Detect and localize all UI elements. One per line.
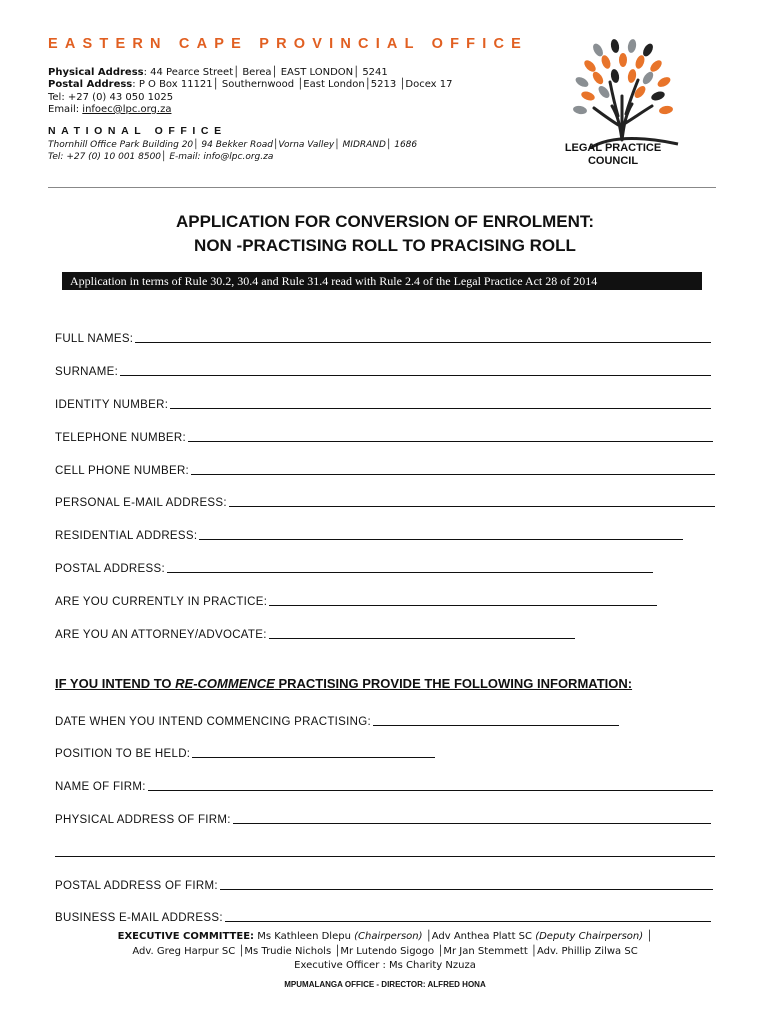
firm-postal-address-input-line[interactable] — [220, 877, 713, 890]
residential-address-label: RESIDENTIAL ADDRESS: — [55, 530, 198, 542]
logo-text-line2: COUNCIL — [587, 154, 639, 167]
surname-input-line[interactable] — [120, 363, 711, 376]
postal-address-label: POSTAL ADDRESS: — [55, 563, 165, 575]
section-heading-emphasis: RE-COMMENCE — [175, 676, 275, 691]
national-address-line: Thornhill Office Park Building 20│ 94 Bekker Road│Vorna Valley│ MIDRAND│ 1686 — [48, 140, 418, 150]
section-heading-suffix: PRACTISING PROVIDE THE FOLLOWING INFORMATION: — [274, 676, 633, 691]
footer-member-2-role: (Deputy Chairperson) — [535, 931, 644, 942]
commence-date-input-line[interactable] — [373, 713, 619, 726]
business-email-field[interactable] — [55, 908, 711, 924]
attorney-advocate-field[interactable] — [55, 625, 575, 641]
attorney-advocate-label: ARE YOU AN ATTORNEY/ADVOCATE: — [55, 629, 267, 641]
national-office-address — [48, 139, 417, 163]
surname-label: SURNAME: — [55, 366, 119, 378]
identity-number-field[interactable] — [55, 395, 711, 411]
footer-line3: Executive Officer : Ms Charity Nzuza — [294, 960, 476, 971]
in-practice-input-line[interactable] — [269, 593, 657, 606]
business-email-label: BUSINESS E-MAIL ADDRESS: — [55, 912, 223, 924]
physical-address-line — [48, 67, 453, 79]
telephone-input-line[interactable] — [188, 429, 713, 442]
commence-date-label: DATE WHEN YOU INTEND COMMENCING PRACTISING: — [55, 716, 371, 728]
firm-physical-address-input-line[interactable] — [233, 811, 711, 824]
full-names-label: FULL NAMES: — [55, 333, 134, 345]
lpc-logo-text — [548, 142, 678, 167]
cell-phone-label: CELL PHONE NUMBER: — [55, 465, 190, 477]
mpumalanga-office-note: MPUMALANGA OFFICE - DIRECTOR: ALFRED HONA — [284, 980, 486, 989]
firm-physical-address-continuation-line[interactable] — [55, 844, 715, 857]
logo-text-line1: LEGAL PRACTICE — [564, 142, 662, 154]
firm-physical-address-continuation[interactable] — [55, 843, 715, 859]
firm-postal-address-field[interactable] — [55, 876, 713, 892]
email-label: Email: — [48, 103, 83, 115]
identity-number-input-line[interactable] — [170, 396, 711, 409]
executive-committee-footer — [0, 930, 770, 974]
telephone-label: TELEPHONE NUMBER: — [55, 432, 186, 444]
personal-email-field[interactable] — [55, 493, 715, 509]
footer-member-1: Ms Kathleen Dlepu — [254, 931, 355, 942]
position-input-line[interactable] — [192, 745, 435, 758]
office-address-block — [48, 67, 453, 116]
document-title-line1: APPLICATION FOR CONVERSION OF ENROLMENT: — [175, 212, 595, 231]
firm-physical-address-field[interactable] — [55, 810, 711, 826]
postal-address-line — [48, 79, 453, 91]
in-practice-label: ARE YOU CURRENTLY IN PRACTICE: — [55, 596, 268, 608]
identity-number-label: IDENTITY NUMBER: — [55, 399, 169, 411]
footer-line1-end: │ — [643, 931, 653, 942]
surname-field[interactable] — [55, 362, 711, 378]
office-title: EASTERN CAPE PROVINCIAL OFFICE — [48, 36, 528, 52]
document-title — [0, 210, 770, 258]
footer-line1 — [0, 930, 770, 945]
attorney-advocate-input-line[interactable] — [269, 626, 575, 639]
firm-name-input-line[interactable] — [148, 778, 713, 791]
email-line — [48, 104, 453, 116]
national-office-title: NATIONAL OFFICE — [48, 125, 227, 137]
header-divider — [48, 187, 716, 188]
national-contact-line: Tel: +27 (0) 10 001 8500│ E-mail: info@lpc.org.za — [48, 152, 274, 162]
full-names-input-line[interactable] — [135, 330, 711, 343]
cell-phone-input-line[interactable] — [191, 462, 715, 475]
physical-address-label: Physical Address — [48, 67, 144, 78]
firm-physical-address-label: PHYSICAL ADDRESS OF FIRM: — [55, 814, 231, 826]
postal-address-input-line[interactable] — [167, 560, 653, 573]
email-link[interactable]: infoec@lpc.org.za — [82, 103, 172, 115]
in-practice-field[interactable] — [55, 592, 657, 608]
telephone-line: Tel: +27 (0) 43 050 1025 — [48, 91, 174, 103]
telephone-field[interactable] — [55, 428, 713, 444]
rule-reference-banner: Application in terms of Rule 30.2, 30.4 and Rule 31.4 read with Rule 2.4 of the Legal Practice Act 28 of 2014 — [62, 272, 702, 290]
footer-line2: Adv. Greg Harpur SC │Ms Trudie Nichols │Mr Lutendo Sigogo │Mr Jan Stemmett │Adv. Phillip Zilwa SC — [132, 945, 638, 957]
document-title-line2: NON -PRACTISING ROLL TO PRACISING ROLL — [194, 236, 576, 255]
business-email-input-line[interactable] — [225, 909, 711, 922]
postal-address-value: : P O Box 11121│ Southernwood │East London│5213 │Docex 17 — [132, 79, 453, 91]
residential-address-input-line[interactable] — [199, 527, 683, 540]
cell-phone-field[interactable] — [55, 461, 715, 477]
commence-date-field[interactable] — [55, 712, 619, 728]
footer-member-2: │Adv Anthea Platt SC — [422, 931, 536, 942]
postal-address-field[interactable] — [55, 559, 653, 575]
firm-name-field[interactable] — [55, 777, 713, 793]
recommence-section-heading — [55, 676, 632, 691]
firm-name-label: NAME OF FIRM: — [55, 781, 146, 793]
personal-email-input-line[interactable] — [229, 494, 715, 507]
footer-member-1-role: (Chairperson) — [354, 931, 423, 942]
section-heading-prefix: IF YOU INTEND TO — [55, 676, 176, 691]
position-field[interactable] — [55, 744, 435, 760]
postal-address-label: Postal Address — [48, 79, 133, 91]
firm-postal-address-label: POSTAL ADDRESS OF FIRM: — [55, 880, 218, 892]
physical-address-value: : 44 Pearce Street│ Berea│ EAST LONDON│ 5241 — [143, 67, 388, 78]
personal-email-label: PERSONAL E-MAIL ADDRESS: — [55, 497, 227, 509]
executive-committee-label: EXECUTIVE COMMITTEE: — [117, 931, 255, 942]
full-names-field[interactable] — [55, 329, 711, 345]
residential-address-field[interactable] — [55, 526, 683, 542]
position-label: POSITION TO BE HELD: — [55, 748, 191, 760]
